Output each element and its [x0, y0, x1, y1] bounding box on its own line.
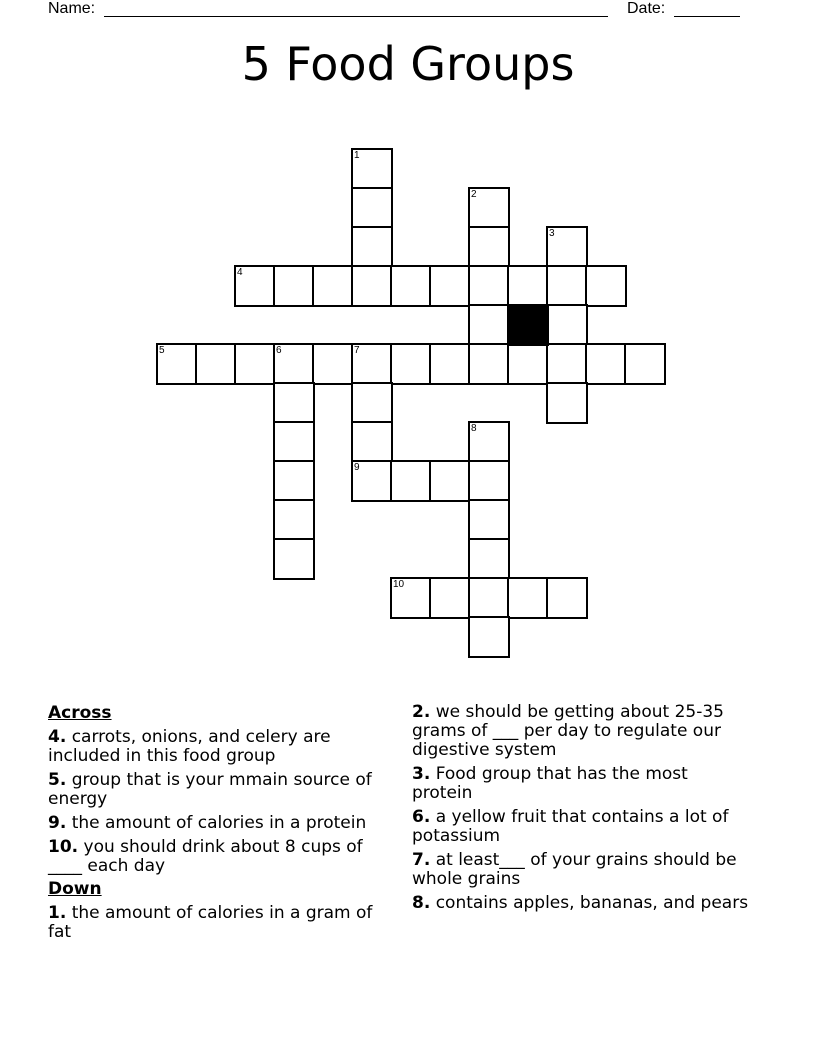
grid-cell[interactable] [546, 304, 588, 346]
cell-number: 8 [471, 423, 477, 434]
grid-cell[interactable] [390, 343, 432, 385]
grid-cell[interactable] [234, 265, 276, 307]
cell-number: 3 [549, 228, 555, 239]
grid-cell[interactable] [507, 265, 549, 307]
clue-across-9 [48, 814, 393, 833]
grid-cell[interactable] [390, 460, 432, 502]
page-title: 5 Food Groups [241, 37, 575, 91]
grid-cell[interactable] [468, 265, 510, 307]
grid-cell[interactable] [468, 226, 510, 268]
grid-cell[interactable] [507, 577, 549, 619]
clue-text: carrots, onions, and celery are included in this food group [48, 727, 331, 766]
clue-down-7 [412, 851, 752, 889]
clue-across-10 [48, 838, 393, 876]
grid-cell[interactable] [546, 265, 588, 307]
grid-cell[interactable] [585, 343, 627, 385]
grid-cell[interactable] [273, 265, 315, 307]
grid-cell[interactable] [273, 538, 315, 580]
name-field[interactable] [104, 16, 608, 17]
grid-cell[interactable] [351, 343, 393, 385]
grid-cell[interactable] [273, 382, 315, 424]
clue-text: contains apples, bananas, and pears [435, 893, 749, 913]
name-label: Name: [48, 0, 96, 17]
clue-across-4 [48, 728, 393, 766]
clue-number: 5. [48, 770, 67, 790]
clue-number: 8. [412, 893, 431, 913]
grid-cell[interactable] [624, 343, 666, 385]
cell-number: 6 [276, 345, 282, 356]
clue-number: 4. [48, 727, 67, 747]
grid-cell[interactable] [585, 265, 627, 307]
clue-down-8 [412, 894, 752, 913]
grid-cell[interactable] [351, 187, 393, 229]
grid-cell[interactable] [351, 265, 393, 307]
clues-column-right [412, 703, 752, 913]
grid-cell[interactable] [195, 343, 237, 385]
grid-cell[interactable] [273, 421, 315, 463]
cell-number: 2 [471, 189, 477, 200]
clue-down-2 [412, 703, 752, 760]
grid-cell[interactable] [234, 343, 276, 385]
grid-cell[interactable] [156, 343, 198, 385]
grid-cell[interactable] [546, 577, 588, 619]
grid-cell[interactable] [546, 226, 588, 268]
clue-across-5 [48, 771, 393, 809]
clue-down-6 [412, 808, 752, 846]
grid-cell[interactable] [351, 460, 393, 502]
grid-cell[interactable] [468, 616, 510, 658]
grid-cell[interactable] [351, 226, 393, 268]
grid-cell[interactable] [351, 421, 393, 463]
cell-number: 7 [354, 345, 360, 356]
grid-cell[interactable] [351, 382, 393, 424]
grid-cell[interactable] [273, 460, 315, 502]
grid-cell[interactable] [351, 148, 393, 190]
cell-number: 5 [159, 345, 165, 356]
grid-cell[interactable] [468, 304, 510, 346]
clues-column-left [48, 703, 393, 942]
clue-text: the amount of calories in a protein [71, 813, 367, 833]
clue-number: 7. [412, 850, 431, 870]
grid-cell[interactable] [468, 460, 510, 502]
clue-text: group that is your mmain source of energy [48, 770, 372, 809]
grid-cell[interactable] [507, 343, 549, 385]
grid-cell[interactable] [468, 421, 510, 463]
header [0, 0, 816, 20]
grid-cell[interactable] [429, 460, 471, 502]
clue-text: we should be getting about 25-35 grams of ___ per day to regulate our digestive system [412, 702, 724, 760]
clue-down-1 [48, 904, 393, 942]
grid-cell[interactable] [429, 343, 471, 385]
grid-cell[interactable] [429, 265, 471, 307]
grid-cell[interactable] [546, 382, 588, 424]
grid-block-cell [507, 304, 549, 346]
clue-text: you should drink about 8 cups of ____ each day [48, 837, 363, 876]
grid-cell[interactable] [312, 343, 354, 385]
clue-number: 1. [48, 903, 67, 923]
clue-number: 10. [48, 837, 79, 857]
clue-text: a yellow fruit that contains a lot of potassium [412, 807, 729, 846]
across-heading: Across [48, 703, 112, 723]
cell-number: 1 [354, 150, 360, 161]
grid-cell[interactable] [273, 343, 315, 385]
cell-number: 10 [393, 579, 405, 590]
grid-cell[interactable] [468, 499, 510, 541]
clue-number: 2. [412, 702, 431, 722]
grid-cell[interactable] [390, 265, 432, 307]
grid-cell[interactable] [468, 538, 510, 580]
date-field[interactable] [674, 16, 740, 17]
cell-number: 9 [354, 462, 360, 473]
clue-text: Food group that has the most protein [412, 764, 688, 803]
clue-number: 3. [412, 764, 431, 784]
clue-text: at least___ of your grains should be whole grains [412, 850, 737, 889]
grid-cell[interactable] [468, 187, 510, 229]
date-label: Date: [627, 0, 666, 17]
clue-number: 9. [48, 813, 67, 833]
grid-cell[interactable] [273, 499, 315, 541]
grid-cell[interactable] [546, 343, 588, 385]
clue-down-3 [412, 765, 752, 803]
clue-text: the amount of calories in a gram of fat [48, 903, 373, 942]
cell-number: 4 [237, 267, 243, 278]
grid-cell[interactable] [468, 577, 510, 619]
down-heading: Down [48, 879, 102, 899]
clue-number: 6. [412, 807, 431, 827]
grid-cell[interactable] [429, 577, 471, 619]
grid-cell[interactable] [312, 265, 354, 307]
grid-cell[interactable] [390, 577, 432, 619]
grid-cell[interactable] [468, 343, 510, 385]
